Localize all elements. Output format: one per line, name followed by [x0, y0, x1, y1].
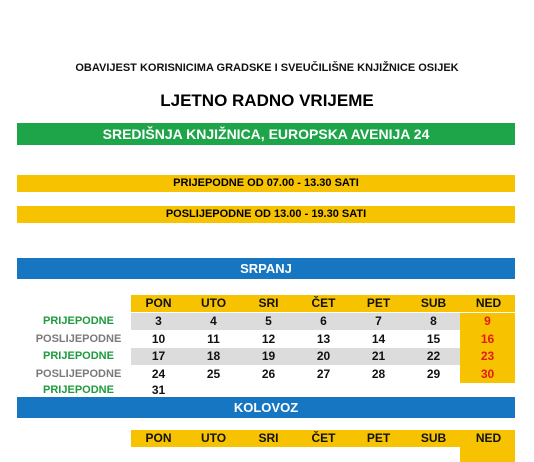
sunday-date-cell: 23 — [480, 349, 495, 363]
weekday-sat: SUB — [420, 296, 447, 310]
row-label-morning: PRIJEPODNE — [43, 350, 114, 362]
weekday-sat: SUB — [420, 431, 447, 445]
weekday-thu: ČET — [311, 431, 336, 445]
date-cell: 21 — [371, 349, 386, 363]
row-label-morning: PRIJEPODNE — [43, 315, 114, 327]
date-cell: 15 — [426, 332, 441, 346]
month-banner-july: SRPANJ — [17, 258, 515, 279]
date-cell: 12 — [261, 332, 276, 346]
date-cell: 5 — [265, 314, 272, 328]
weekday-fri: PET — [366, 431, 391, 445]
date-cell: 11 — [207, 332, 220, 346]
weekday-mon: PON — [145, 431, 172, 445]
date-cell: 18 — [206, 349, 221, 363]
weekday-sun: NED — [475, 431, 502, 445]
weekday-wed: SRI — [258, 296, 279, 310]
date-cell: 25 — [206, 367, 221, 381]
weekday-mon: PON — [145, 296, 172, 310]
date-cell: 10 — [151, 332, 166, 346]
sunday-date-cell: 16 — [480, 332, 495, 346]
row-label-afternoon: POSLIJEPODNE — [35, 333, 122, 345]
afternoon-hours-banner: POSLIJEPODNE OD 13.00 - 19.30 SATI — [17, 206, 515, 223]
month-banner-august: KOLOVOZ — [17, 397, 515, 418]
date-cell: 31 — [151, 383, 166, 397]
date-cell: 14 — [371, 332, 386, 346]
weekday-wed: SRI — [258, 431, 279, 445]
weekday-header-july — [131, 295, 515, 312]
date-cell: 4 — [210, 314, 217, 328]
weekday-header-august — [131, 430, 515, 447]
date-cell: 24 — [151, 367, 166, 381]
date-cell: 28 — [371, 367, 386, 381]
weekday-tue: UTO — [200, 431, 227, 445]
weekday-sun: NED — [475, 296, 502, 310]
date-cell: 13 — [316, 332, 331, 346]
weekday-tue: UTO — [200, 296, 227, 310]
date-cell: 29 — [426, 367, 441, 381]
date-cell: 8 — [430, 314, 437, 328]
row-label-morning: PRIJEPODNE — [43, 384, 114, 396]
date-cell: 6 — [320, 314, 327, 328]
notice-heading: OBAVIJEST KORISNICIMA GRADSKE I SVEUČILIŠNE KNJIŽNICE OSIJEK — [75, 62, 459, 74]
morning-hours-banner: PRIJEPODNE OD 07.00 - 13.30 SATI — [17, 175, 515, 192]
sunday-column — [460, 447, 515, 462]
date-cell: 26 — [261, 367, 276, 381]
row-label-afternoon: POSLIJEPODNE — [35, 368, 122, 380]
date-cell: 19 — [261, 349, 276, 363]
sunday-date-cell: 9 — [484, 314, 491, 328]
date-cell: 7 — [375, 314, 382, 328]
page-title: LJETNO RADNO VRIJEME — [160, 91, 374, 110]
date-cell: 22 — [426, 349, 441, 363]
sunday-date-cell: 30 — [480, 367, 495, 381]
date-cell: 17 — [151, 349, 166, 363]
weekday-thu: ČET — [311, 296, 336, 310]
library-banner: SREDIŠNJA KNJIŽNICA, EUROPSKA AVENIJA 24 — [17, 123, 515, 145]
date-cell: 27 — [316, 367, 331, 381]
date-cell: 3 — [155, 314, 162, 328]
weekday-fri: PET — [366, 296, 391, 310]
date-cell: 20 — [316, 349, 331, 363]
